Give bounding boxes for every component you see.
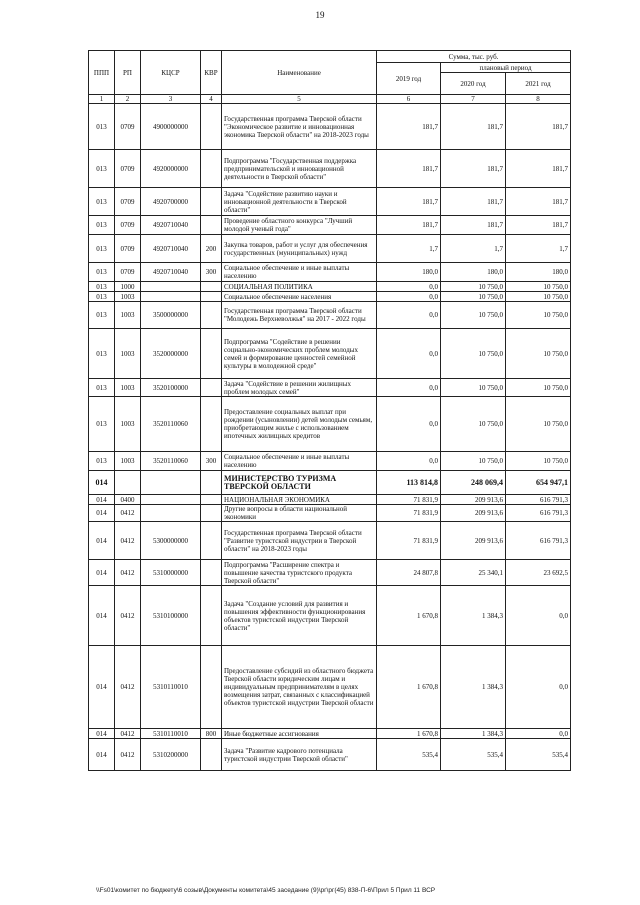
cell-v2020: 10 750,0 xyxy=(441,292,506,302)
cell-kcsr: 3520110060 xyxy=(141,452,201,471)
cell-v2021: 10 750,0 xyxy=(506,282,571,292)
cell-v2021: 10 750,0 xyxy=(506,292,571,302)
cell-name: Задача "Содействие в решении жилищных проблем молодых семей" xyxy=(222,379,377,397)
cell-name: Предоставление субсидий из областного бюджета Тверской области юридическим лицам и индивидуальным предпринимателям в целях возмещения затрат, связанных с классификацией объектов туристской индустрии Тверской области xyxy=(222,646,377,729)
cell-kcsr: 3520000000 xyxy=(141,329,201,379)
cell-v2021: 10 750,0 xyxy=(506,397,571,452)
cell-rp: 0412 xyxy=(115,505,141,522)
cell-name: Государственная программа Тверской области "Экономическое развитие и инновационная экономика Тверской области" на 2018-2023 годы xyxy=(222,104,377,150)
table-row xyxy=(89,292,571,302)
cell-name: НАЦИОНАЛЬНАЯ ЭКОНОМИКА xyxy=(222,495,377,505)
cell-v2021: 181,7 xyxy=(506,150,571,188)
cell-kvr xyxy=(201,471,222,495)
cell-name: Задача "Содействие развитию науки и инновационной деятельности в Тверской области" xyxy=(222,188,377,216)
col-number: 8 xyxy=(506,95,571,104)
cell-kvr xyxy=(201,104,222,150)
cell-v2019: 0,0 xyxy=(377,282,441,292)
cell-v2019: 0,0 xyxy=(377,292,441,302)
cell-v2019: 71 831,9 xyxy=(377,522,441,560)
cell-kvr xyxy=(201,739,222,771)
cell-v2020: 180,0 xyxy=(441,263,506,282)
cell-kvr xyxy=(201,292,222,302)
cell-ppp: 014 xyxy=(89,729,115,739)
cell-kcsr xyxy=(141,471,201,495)
cell-kvr xyxy=(201,505,222,522)
cell-v2021: 0,0 xyxy=(506,729,571,739)
cell-rp: 0709 xyxy=(115,150,141,188)
col-number: 6 xyxy=(377,95,441,104)
budget-table xyxy=(88,50,571,771)
header-name: Наименование xyxy=(222,51,377,95)
cell-kcsr: 3520110060 xyxy=(141,397,201,452)
header-sum: Сумма, тыс. руб. xyxy=(377,51,571,63)
cell-kvr xyxy=(201,397,222,452)
cell-name: Иные бюджетные ассигнования xyxy=(222,729,377,739)
cell-kvr xyxy=(201,188,222,216)
cell-kvr xyxy=(201,282,222,292)
cell-ppp: 013 xyxy=(89,216,115,235)
cell-name: Социальное обеспечение и иные выплаты населению xyxy=(222,452,377,471)
cell-kcsr xyxy=(141,292,201,302)
cell-v2020: 248 069,4 xyxy=(441,471,506,495)
cell-rp: 0709 xyxy=(115,235,141,263)
table-row xyxy=(89,302,571,329)
cell-v2019: 24 807,8 xyxy=(377,560,441,586)
cell-v2019: 71 831,9 xyxy=(377,505,441,522)
table-row xyxy=(89,522,571,560)
cell-v2019: 0,0 xyxy=(377,397,441,452)
col-number: 7 xyxy=(441,95,506,104)
cell-ppp: 014 xyxy=(89,495,115,505)
table-row xyxy=(89,397,571,452)
cell-ppp: 013 xyxy=(89,397,115,452)
cell-name: СОЦИАЛЬНАЯ ПОЛИТИКА xyxy=(222,282,377,292)
cell-kcsr: 3520100000 xyxy=(141,379,201,397)
footer-path: \\Fs01\комитет по бюджету\6 созыв\Документы комитета\45 заседание (9)\рг\рг(45) 838-П-6\Прил 5 Прил 11 ВСР xyxy=(96,887,436,894)
cell-name: Другие вопросы в области национальной экономики xyxy=(222,505,377,522)
cell-v2019: 181,7 xyxy=(377,188,441,216)
cell-v2021: 616 791,3 xyxy=(506,495,571,505)
cell-v2019: 0,0 xyxy=(377,452,441,471)
table-row xyxy=(89,729,571,739)
cell-name: Социальное обеспечение и иные выплаты населению xyxy=(222,263,377,282)
cell-v2019: 180,0 xyxy=(377,263,441,282)
cell-name: Проведение областного конкурса "Лучший молодой ученый года" xyxy=(222,216,377,235)
table-row xyxy=(89,646,571,729)
cell-v2020: 25 340,1 xyxy=(441,560,506,586)
cell-v2020: 181,7 xyxy=(441,150,506,188)
cell-v2019: 535,4 xyxy=(377,739,441,771)
cell-v2020: 10 750,0 xyxy=(441,282,506,292)
table-row xyxy=(89,188,571,216)
cell-v2021: 181,7 xyxy=(506,104,571,150)
cell-rp: 0412 xyxy=(115,560,141,586)
cell-kvr xyxy=(201,379,222,397)
cell-kcsr: 5310200000 xyxy=(141,739,201,771)
table-row xyxy=(89,282,571,292)
cell-kvr xyxy=(201,302,222,329)
cell-ppp: 013 xyxy=(89,302,115,329)
cell-kcsr: 5310100000 xyxy=(141,586,201,646)
cell-name: Государственная программа Тверской области "Молодежь Верхневолжья" на 2017 - 2022 годы xyxy=(222,302,377,329)
cell-kvr xyxy=(201,329,222,379)
cell-v2021: 10 750,0 xyxy=(506,379,571,397)
cell-v2019: 181,7 xyxy=(377,150,441,188)
cell-kvr xyxy=(201,495,222,505)
cell-v2019: 0,0 xyxy=(377,379,441,397)
table-row xyxy=(89,263,571,282)
cell-kcsr: 4920710040 xyxy=(141,216,201,235)
col-number: 1 xyxy=(89,95,115,104)
table-body xyxy=(89,104,571,771)
cell-v2020: 181,7 xyxy=(441,104,506,150)
cell-kcsr: 5310110010 xyxy=(141,729,201,739)
cell-name: Подпрограмма "Государственная поддержка предпринимательской и инновационной деятельности в Тверской области" xyxy=(222,150,377,188)
cell-name: Социальное обеспечение населения xyxy=(222,292,377,302)
cell-v2021: 535,4 xyxy=(506,739,571,771)
cell-v2020: 535,4 xyxy=(441,739,506,771)
table-row xyxy=(89,739,571,771)
cell-v2020: 209 913,6 xyxy=(441,495,506,505)
cell-kvr xyxy=(201,150,222,188)
cell-name: Государственная программа Тверской области "Развитие туристской индустрии в Тверской области" на 2018-2023 годы xyxy=(222,522,377,560)
cell-ppp: 014 xyxy=(89,739,115,771)
header-kvr: КВР xyxy=(201,51,222,95)
cell-v2020: 181,7 xyxy=(441,188,506,216)
cell-rp: 1003 xyxy=(115,397,141,452)
cell-v2021: 180,0 xyxy=(506,263,571,282)
cell-ppp: 013 xyxy=(89,282,115,292)
cell-v2021: 10 750,0 xyxy=(506,452,571,471)
cell-kvr: 300 xyxy=(201,263,222,282)
cell-kvr: 800 xyxy=(201,729,222,739)
header-2021: 2021 год xyxy=(506,73,571,95)
cell-v2021: 23 692,5 xyxy=(506,560,571,586)
cell-ppp: 014 xyxy=(89,522,115,560)
cell-ppp: 013 xyxy=(89,329,115,379)
cell-v2019: 0,0 xyxy=(377,302,441,329)
cell-v2021: 616 791,3 xyxy=(506,522,571,560)
cell-kcsr xyxy=(141,505,201,522)
cell-rp: 1003 xyxy=(115,452,141,471)
cell-rp: 0709 xyxy=(115,188,141,216)
table-row xyxy=(89,505,571,522)
cell-v2020: 181,7 xyxy=(441,216,506,235)
cell-v2019: 1 670,8 xyxy=(377,646,441,729)
cell-ppp: 013 xyxy=(89,150,115,188)
cell-v2020: 10 750,0 xyxy=(441,302,506,329)
cell-rp: 0412 xyxy=(115,646,141,729)
cell-kcsr: 5310110010 xyxy=(141,646,201,729)
cell-rp: 1003 xyxy=(115,302,141,329)
cell-v2021: 10 750,0 xyxy=(506,329,571,379)
cell-kcsr: 4920710040 xyxy=(141,235,201,263)
cell-v2020: 1,7 xyxy=(441,235,506,263)
cell-v2020: 1 384,3 xyxy=(441,646,506,729)
header-2020: 2020 год xyxy=(441,73,506,95)
cell-kvr xyxy=(201,522,222,560)
cell-v2021: 616 791,3 xyxy=(506,505,571,522)
cell-v2021: 0,0 xyxy=(506,586,571,646)
cell-ppp: 013 xyxy=(89,452,115,471)
cell-name: Подпрограмма "Содействие в решении социально-экономических проблем молодых семей и формирование ценностей семейной культуры в молодежной среде" xyxy=(222,329,377,379)
cell-kvr: 300 xyxy=(201,452,222,471)
cell-v2019: 1 670,8 xyxy=(377,729,441,739)
col-number: 2 xyxy=(115,95,141,104)
table-row xyxy=(89,104,571,150)
table-row xyxy=(89,150,571,188)
cell-rp: 0412 xyxy=(115,739,141,771)
cell-rp: 0709 xyxy=(115,216,141,235)
cell-v2020: 1 384,3 xyxy=(441,586,506,646)
col-number: 4 xyxy=(201,95,222,104)
table-row xyxy=(89,329,571,379)
cell-rp: 0709 xyxy=(115,263,141,282)
table-row xyxy=(89,471,571,495)
cell-v2020: 209 913,6 xyxy=(441,505,506,522)
cell-ppp: 013 xyxy=(89,379,115,397)
cell-ppp: 013 xyxy=(89,104,115,150)
cell-rp: 0400 xyxy=(115,495,141,505)
table-row xyxy=(89,452,571,471)
header-kcsr: КЦСР xyxy=(141,51,201,95)
cell-kcsr xyxy=(141,495,201,505)
cell-v2019: 1 670,8 xyxy=(377,586,441,646)
cell-ppp: 013 xyxy=(89,263,115,282)
cell-ppp: 013 xyxy=(89,188,115,216)
cell-name: Предоставление социальных выплат при рождении (усыновлении) детей молодым семьям, приобретающим жилье с использованием ипотечных жилищных кредитов xyxy=(222,397,377,452)
header-2019: 2019 год xyxy=(377,63,441,95)
cell-name: Закупка товаров, работ и услуг для обеспечения государственных (муниципальных) нужд xyxy=(222,235,377,263)
cell-kcsr: 4920710040 xyxy=(141,263,201,282)
cell-kvr: 200 xyxy=(201,235,222,263)
table-row xyxy=(89,495,571,505)
cell-v2021: 181,7 xyxy=(506,216,571,235)
cell-name: Задача "Создание условий для развития и повышения эффективности функционирования объектов туристской индустрии Тверской области" xyxy=(222,586,377,646)
col-number: 5 xyxy=(222,95,377,104)
cell-kvr xyxy=(201,646,222,729)
cell-rp: 1000 xyxy=(115,282,141,292)
cell-rp: 0412 xyxy=(115,522,141,560)
table-row xyxy=(89,379,571,397)
header-planned: плановый период xyxy=(441,63,571,73)
cell-v2019: 1,7 xyxy=(377,235,441,263)
table-row xyxy=(89,235,571,263)
cell-name: МИНИСТЕРСТВО ТУРИЗМА ТВЕРСКОЙ ОБЛАСТИ xyxy=(222,471,377,495)
cell-kcsr: 5310000000 xyxy=(141,560,201,586)
header-rp: РП xyxy=(115,51,141,95)
cell-v2019: 71 831,9 xyxy=(377,495,441,505)
cell-v2021: 1,7 xyxy=(506,235,571,263)
page-number: 19 xyxy=(315,10,325,20)
cell-kcsr: 3500000000 xyxy=(141,302,201,329)
cell-ppp: 014 xyxy=(89,505,115,522)
cell-rp: 0412 xyxy=(115,586,141,646)
header-ppp: ППП xyxy=(89,51,115,95)
cell-ppp: 014 xyxy=(89,560,115,586)
table-row xyxy=(89,586,571,646)
cell-ppp: 013 xyxy=(89,235,115,263)
cell-ppp: 014 xyxy=(89,471,115,495)
cell-v2019: 181,7 xyxy=(377,104,441,150)
cell-kcsr: 5300000000 xyxy=(141,522,201,560)
cell-kvr xyxy=(201,586,222,646)
cell-v2021: 0,0 xyxy=(506,646,571,729)
col-number: 3 xyxy=(141,95,201,104)
table-row xyxy=(89,216,571,235)
cell-ppp: 014 xyxy=(89,586,115,646)
cell-v2019: 0,0 xyxy=(377,329,441,379)
cell-v2020: 10 750,0 xyxy=(441,329,506,379)
cell-rp: 1003 xyxy=(115,292,141,302)
cell-kcsr: 4900000000 xyxy=(141,104,201,150)
cell-rp: 1003 xyxy=(115,379,141,397)
cell-kcsr xyxy=(141,282,201,292)
cell-v2020: 209 913,6 xyxy=(441,522,506,560)
cell-v2021: 181,7 xyxy=(506,188,571,216)
cell-kcsr: 4920000000 xyxy=(141,150,201,188)
cell-v2020: 10 750,0 xyxy=(441,397,506,452)
cell-rp: 0709 xyxy=(115,104,141,150)
cell-rp: 1003 xyxy=(115,329,141,379)
cell-v2021: 654 947,1 xyxy=(506,471,571,495)
cell-rp: 0412 xyxy=(115,729,141,739)
cell-ppp: 014 xyxy=(89,646,115,729)
cell-v2020: 1 384,3 xyxy=(441,729,506,739)
cell-rp xyxy=(115,471,141,495)
cell-ppp: 013 xyxy=(89,292,115,302)
cell-kvr xyxy=(201,560,222,586)
cell-v2020: 10 750,0 xyxy=(441,379,506,397)
cell-name: Подпрограмма "Расширение спектра и повышение качества туристского продукта Тверской области" xyxy=(222,560,377,586)
cell-kcsr: 4920700000 xyxy=(141,188,201,216)
cell-v2019: 181,7 xyxy=(377,216,441,235)
table-row xyxy=(89,560,571,586)
cell-v2020: 10 750,0 xyxy=(441,452,506,471)
cell-name: Задача "Развитие кадрового потенциала туристской индустрии Тверской области" xyxy=(222,739,377,771)
cell-v2021: 10 750,0 xyxy=(506,302,571,329)
cell-kvr xyxy=(201,216,222,235)
cell-v2019: 113 814,8 xyxy=(377,471,441,495)
